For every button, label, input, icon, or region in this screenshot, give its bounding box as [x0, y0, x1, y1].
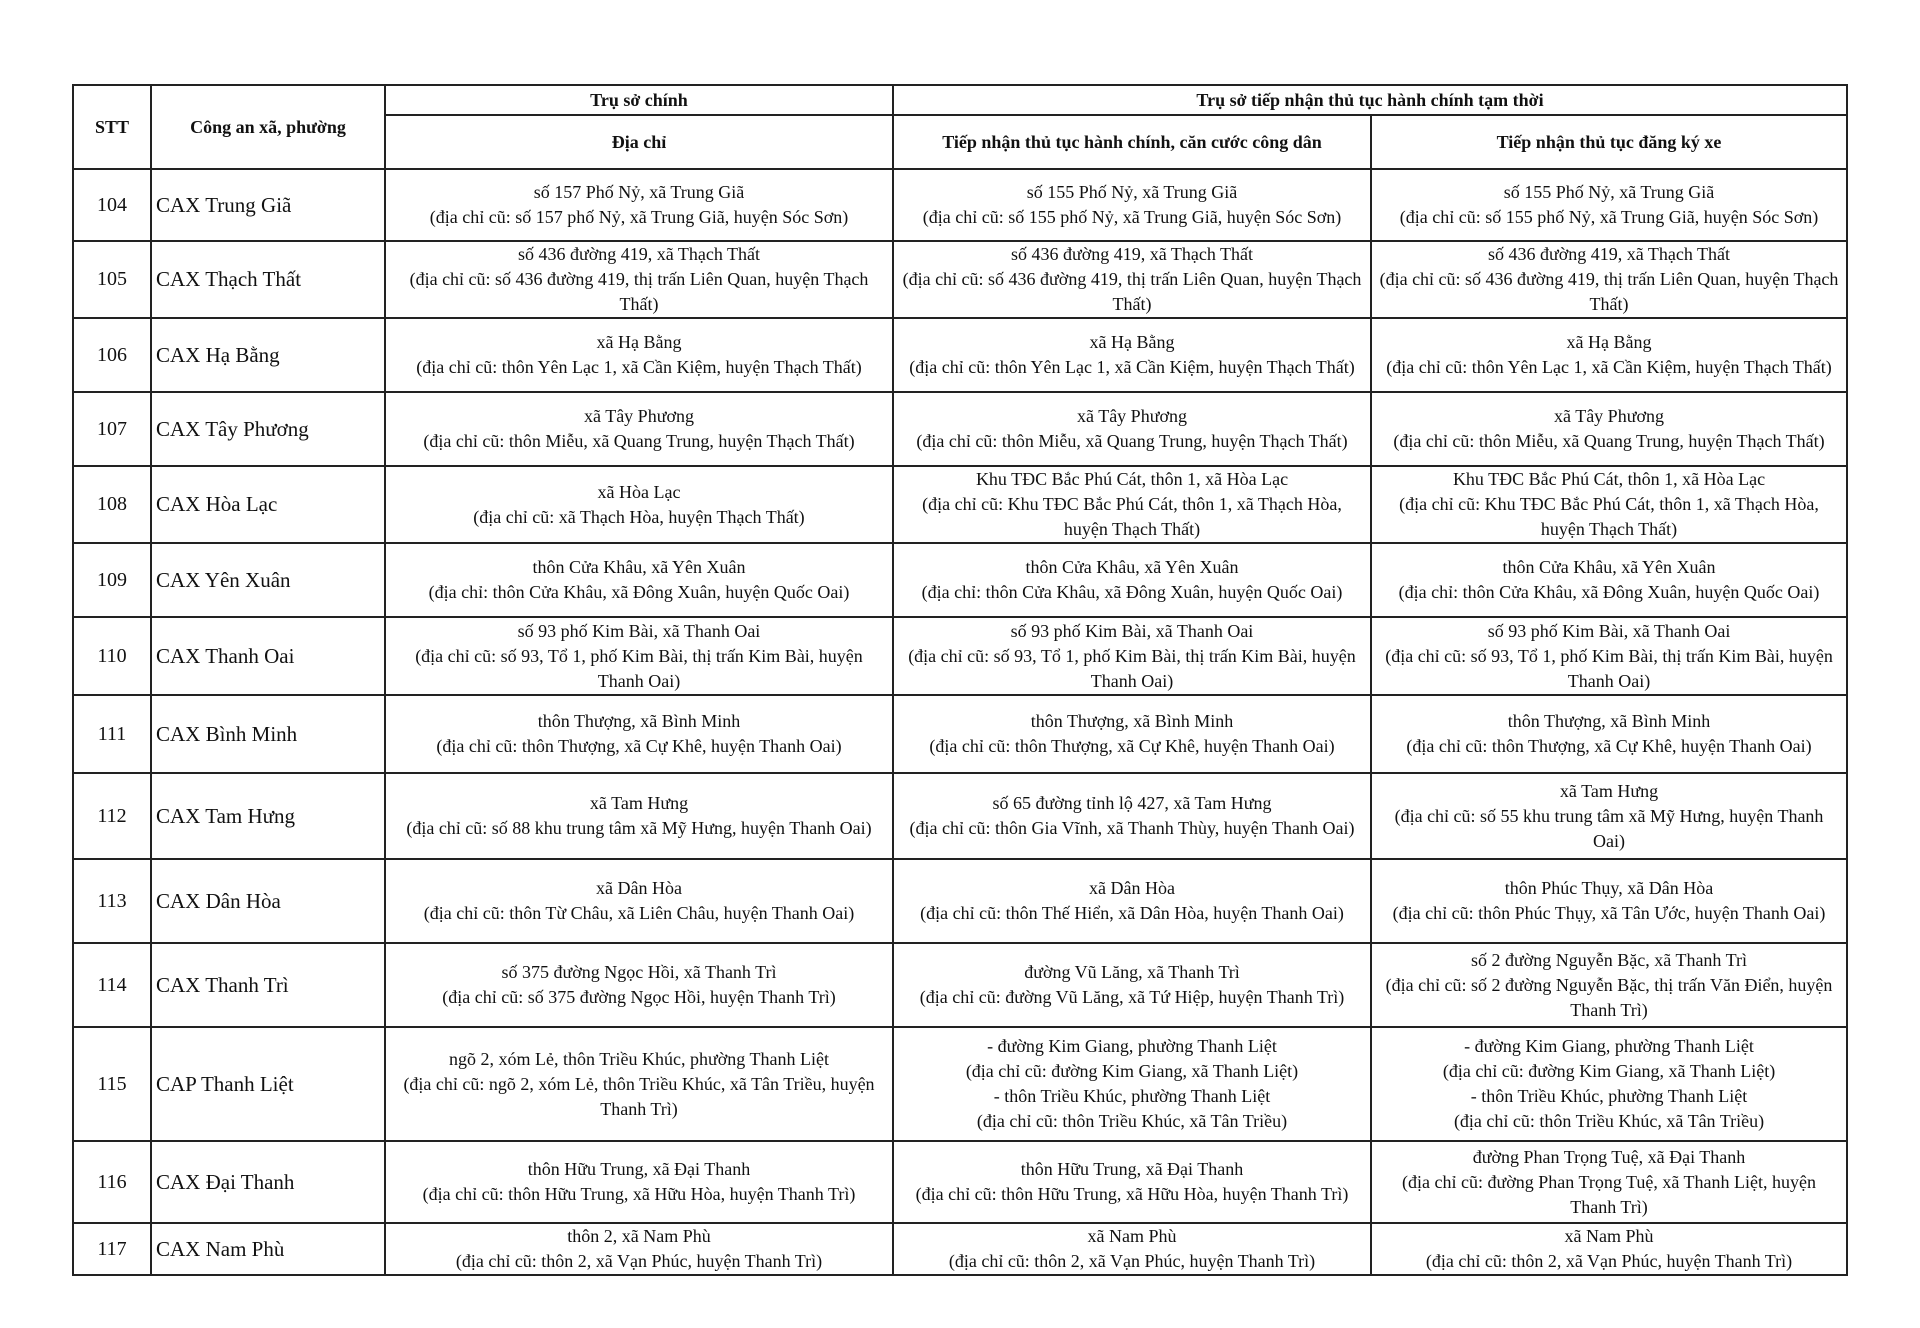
header-unit: Công an xã, phường [151, 85, 385, 169]
header-address: Địa chỉ [385, 115, 893, 169]
cell-vehicle-address [1371, 392, 1847, 466]
table-body [73, 169, 1847, 1275]
cell-stt: 106 [73, 318, 151, 392]
address-line: (địa chỉ cũ: thôn 2, xã Vạn Phúc, huyện Thanh Trì) [1425, 1251, 1793, 1271]
address-line: (địa chỉ cũ: thôn Hữu Trung, xã Hữu Hòa, huyện Thanh Trì) [422, 1184, 856, 1204]
address-line: (địa chỉ: thôn Cửa Khâu, xã Đông Xuân, huyện Quốc Oai) [921, 582, 1343, 602]
address-line: số 436 đường 419, xã Thạch Thất [1487, 244, 1731, 264]
cell-admin-id-address [893, 773, 1371, 859]
address-line: (địa chỉ cũ: đường Kim Giang, xã Thanh Liệt) [965, 1061, 1299, 1081]
address-line: - thôn Triều Khúc, phường Thanh Liệt [993, 1086, 1271, 1106]
table-row [73, 1141, 1847, 1223]
address-line: (địa chỉ cũ: thôn Thượng, xã Cự Khê, huyện Thanh Oai) [436, 736, 842, 756]
header-admin-id: Tiếp nhận thủ tục hành chính, căn cước công dân [893, 115, 1371, 169]
cell-unit-name: CAX Thanh Oai [151, 617, 385, 695]
address-line: số 2 đường Nguyễn Bặc, xã Thanh Trì [1471, 949, 1747, 970]
cell-admin-id-address [893, 169, 1371, 241]
address-line: (địa chỉ cũ: thôn Triều Khúc, xã Tân Triều) [976, 1111, 1288, 1131]
address-line: số 155 Phố Nỷ, xã Trung Giã [1026, 182, 1238, 202]
address-line: (địa chỉ cũ: thôn Miễu, xã Quang Trung, huyện Thạch Thất) [423, 431, 855, 451]
address-line: Khu TĐC Bắc Phú Cát, thôn 1, xã Hòa Lạc [1452, 469, 1766, 489]
cell-admin-id-address [893, 617, 1371, 695]
address-line: số 436 đường 419, xã Thạch Thất [517, 244, 761, 264]
cell-stt: 107 [73, 392, 151, 466]
cell-admin-id-address [893, 1141, 1371, 1223]
cell-unit-name: CAX Tam Hưng [151, 773, 385, 859]
cell-main-address [385, 695, 893, 773]
address-line: thôn Cửa Khâu, xã Yên Xuân [1502, 557, 1716, 577]
address-line: (địa chỉ cũ: Khu TĐC Bắc Phú Cát, thôn 1, xã Thạch Hòa, huyện Thạch Thất) [922, 494, 1342, 539]
address-line: xã Tam Hưng [1559, 780, 1659, 801]
address-line: (địa chỉ cũ: số 2 đường Nguyễn Bặc, thị trấn Văn Điển, huyện Thanh Trì) [1385, 974, 1833, 1020]
cell-stt: 112 [73, 773, 151, 859]
address-line: số 375 đường Ngọc Hồi, xã Thanh Trì [501, 962, 777, 982]
address-line: xã Hạ Bằng [1566, 332, 1652, 352]
header-vehicle: Tiếp nhận thủ tục đăng ký xe [1371, 115, 1847, 169]
address-line: xã Tam Hưng [589, 793, 689, 813]
cell-vehicle-address [1371, 859, 1847, 943]
address-line: (địa chỉ cũ: thôn Từ Châu, xã Liên Châu, huyện Thanh Oai) [423, 903, 855, 923]
address-line: (địa chỉ cũ: số 436 đường 419, thị trấn Liên Quan, huyện Thạch Thất) [1379, 269, 1839, 314]
address-line: thôn Hữu Trung, xã Đại Thanh [527, 1159, 751, 1179]
cell-stt: 110 [73, 617, 151, 695]
cell-main-address [385, 617, 893, 695]
address-line: số 93 phố Kim Bài, xã Thanh Oai [517, 620, 761, 641]
address-line: số 436 đường 419, xã Thạch Thất [1010, 244, 1254, 264]
address-line: xã Tây Phương [1554, 406, 1664, 426]
address-line: thôn Cửa Khâu, xã Yên Xuân [532, 557, 746, 577]
cell-unit-name: CAX Dân Hòa [151, 859, 385, 943]
table-row [73, 543, 1847, 617]
cell-main-address [385, 1141, 893, 1223]
address-line: (địa chỉ cũ: số 157 phố Nỷ, xã Trung Giã, huyện Sóc Sơn) [429, 207, 849, 227]
cell-main-address [385, 859, 893, 943]
address-line: (địa chỉ cũ: thôn 2, xã Vạn Phúc, huyện Thanh Trì) [455, 1251, 823, 1271]
cell-vehicle-address [1371, 241, 1847, 318]
address-line: (địa chỉ cũ: số 93, Tổ 1, phố Kim Bài, thị trấn Kim Bài, huyện Thanh Oai) [415, 645, 863, 691]
address-line: xã Tây Phương [584, 406, 694, 426]
table-row [73, 241, 1847, 318]
address-line: (địa chỉ cũ: thôn Yên Lạc 1, xã Cần Kiệm, huyện Thạch Thất) [1386, 357, 1832, 377]
address-line: đường Phan Trọng Tuệ, xã Đại Thanh [1472, 1146, 1746, 1167]
address-line: (địa chỉ cũ: số 436 đường 419, thị trấn Liên Quan, huyện Thạch Thất) [409, 269, 869, 314]
address-line: (địa chỉ: thôn Cửa Khâu, xã Đông Xuân, huyện Quốc Oai) [428, 582, 850, 602]
address-line: (địa chỉ cũ: số 55 khu trung tâm xã Mỹ Hưng, huyện Thanh Oai) [1394, 805, 1824, 851]
address-line: (địa chỉ cũ: số 93, Tổ 1, phố Kim Bài, thị trấn Kim Bài, huyện Thanh Oai) [1385, 645, 1833, 691]
address-line: (địa chỉ cũ: số 436 đường 419, thị trấn Liên Quan, huyện Thạch Thất) [902, 269, 1362, 314]
address-line: (địa chỉ cũ: số 155 phố Nỷ, xã Trung Giã, huyện Sóc Sơn) [922, 207, 1342, 227]
address-line: (địa chỉ cũ: xã Thạch Hòa, huyện Thạch Thất) [473, 506, 805, 527]
cell-unit-name: CAX Tây Phương [151, 392, 385, 466]
cell-vehicle-address [1371, 169, 1847, 241]
cell-unit-name: CAX Yên Xuân [151, 543, 385, 617]
address-line: ngõ 2, xóm Lẻ, thôn Triều Khúc, phường Thanh Liệt [449, 1048, 829, 1069]
cell-main-address [385, 1223, 893, 1275]
address-line: thôn Thượng, xã Bình Minh [1507, 711, 1711, 731]
cell-stt: 105 [73, 241, 151, 318]
cell-vehicle-address [1371, 1141, 1847, 1223]
address-line: số 155 Phố Nỷ, xã Trung Giã [1503, 182, 1715, 202]
table-row [73, 773, 1847, 859]
cell-vehicle-address [1371, 1223, 1847, 1275]
address-line: thôn Phúc Thụy, xã Dân Hòa [1504, 878, 1714, 898]
address-line: số 65 đường tỉnh lộ 427, xã Tam Hưng [992, 793, 1272, 813]
table-row [73, 943, 1847, 1027]
cell-unit-name: CAX Đại Thanh [151, 1141, 385, 1223]
cell-admin-id-address [893, 695, 1371, 773]
cell-main-address [385, 241, 893, 318]
address-line: xã Dân Hòa [596, 878, 682, 898]
table-row [73, 1027, 1847, 1141]
header-main-office: Trụ sở chính [385, 85, 893, 115]
cell-admin-id-address [893, 543, 1371, 617]
cell-unit-name: CAX Bình Minh [151, 695, 385, 773]
address-line: (địa chỉ cũ: đường Phan Trọng Tuệ, xã Thanh Liệt, huyện Thanh Trì) [1402, 1171, 1816, 1217]
address-line: - thôn Triều Khúc, phường Thanh Liệt [1470, 1086, 1748, 1106]
cell-vehicle-address [1371, 943, 1847, 1027]
cell-unit-name: CAX Hạ Bằng [151, 318, 385, 392]
cell-stt: 115 [73, 1027, 151, 1141]
address-line: - đường Kim Giang, phường Thanh Liệt [987, 1036, 1277, 1056]
address-line: thôn Cửa Khâu, xã Yên Xuân [1025, 557, 1239, 577]
police-office-table [72, 84, 1848, 1276]
cell-vehicle-address [1371, 543, 1847, 617]
address-line: (địa chỉ cũ: thôn Miễu, xã Quang Trung, huyện Thạch Thất) [1393, 431, 1825, 451]
cell-main-address [385, 1027, 893, 1141]
cell-vehicle-address [1371, 466, 1847, 543]
address-line: xã Hòa Lạc [597, 481, 681, 502]
address-line: thôn Hữu Trung, xã Đại Thanh [1020, 1159, 1244, 1179]
cell-admin-id-address [893, 392, 1371, 466]
table-row [73, 859, 1847, 943]
address-line: xã Nam Phù [1564, 1226, 1654, 1246]
table-row [73, 392, 1847, 466]
address-line: xã Dân Hòa [1089, 878, 1175, 898]
address-line: thôn Thượng, xã Bình Minh [1030, 711, 1234, 731]
address-line: (địa chỉ cũ: thôn Triều Khúc, xã Tân Triều) [1453, 1111, 1765, 1131]
address-line: (địa chỉ cũ: thôn Thượng, xã Cự Khê, huyện Thanh Oai) [1406, 736, 1812, 756]
cell-admin-id-address [893, 859, 1371, 943]
address-line: xã Tây Phương [1077, 406, 1187, 426]
table-row [73, 169, 1847, 241]
cell-stt: 117 [73, 1223, 151, 1275]
table-row [73, 318, 1847, 392]
address-line: (địa chỉ cũ: thôn Thượng, xã Cự Khê, huyện Thanh Oai) [929, 736, 1335, 756]
address-line: (địa chỉ cũ: thôn 2, xã Vạn Phúc, huyện Thanh Trì) [948, 1251, 1316, 1271]
table-row [73, 466, 1847, 543]
cell-admin-id-address [893, 241, 1371, 318]
address-line: Khu TĐC Bắc Phú Cát, thôn 1, xã Hòa Lạc [975, 469, 1289, 489]
address-line: (địa chỉ cũ: ngõ 2, xóm Lẻ, thôn Triều Khúc, xã Tân Triều, huyện Thanh Trì) [403, 1073, 875, 1119]
cell-admin-id-address [893, 1223, 1371, 1275]
cell-vehicle-address [1371, 617, 1847, 695]
cell-admin-id-address [893, 1027, 1371, 1141]
cell-admin-id-address [893, 943, 1371, 1027]
address-line: số 93 phố Kim Bài, xã Thanh Oai [1010, 620, 1254, 641]
header-stt: STT [73, 85, 151, 169]
cell-unit-name: CAX Nam Phù [151, 1223, 385, 1275]
cell-main-address [385, 318, 893, 392]
address-line: xã Hạ Bằng [1089, 332, 1175, 352]
address-line: (địa chỉ cũ: thôn Miễu, xã Quang Trung, huyện Thạch Thất) [916, 431, 1348, 451]
cell-vehicle-address [1371, 695, 1847, 773]
cell-unit-name: CAP Thanh Liệt [151, 1027, 385, 1141]
address-line: (địa chỉ cũ: số 93, Tổ 1, phố Kim Bài, thị trấn Kim Bài, huyện Thanh Oai) [908, 645, 1356, 691]
cell-stt: 111 [73, 695, 151, 773]
cell-main-address [385, 543, 893, 617]
document-sheet [72, 84, 1846, 1276]
address-line: (địa chỉ cũ: Khu TĐC Bắc Phú Cát, thôn 1, xã Thạch Hòa, huyện Thạch Thất) [1399, 494, 1819, 539]
cell-admin-id-address [893, 318, 1371, 392]
cell-vehicle-address [1371, 773, 1847, 859]
cell-stt: 108 [73, 466, 151, 543]
address-line: xã Nam Phù [1087, 1226, 1177, 1246]
address-line: (địa chỉ cũ: đường Kim Giang, xã Thanh Liệt) [1442, 1061, 1776, 1081]
cell-main-address [385, 773, 893, 859]
cell-stt: 109 [73, 543, 151, 617]
address-line: (địa chỉ cũ: số 155 phố Nỷ, xã Trung Giã, huyện Sóc Sơn) [1399, 207, 1819, 227]
address-line: xã Hạ Bằng [596, 332, 682, 352]
address-line: - đường Kim Giang, phường Thanh Liệt [1464, 1036, 1754, 1056]
address-line: (địa chỉ: thôn Cửa Khâu, xã Đông Xuân, huyện Quốc Oai) [1398, 582, 1820, 602]
cell-unit-name: CAX Hòa Lạc [151, 466, 385, 543]
cell-main-address [385, 943, 893, 1027]
cell-main-address [385, 392, 893, 466]
cell-unit-name: CAX Thanh Trì [151, 943, 385, 1027]
table-row [73, 617, 1847, 695]
address-line: thôn Thượng, xã Bình Minh [537, 711, 741, 731]
cell-unit-name: CAX Thạch Thất [151, 241, 385, 318]
table-row [73, 695, 1847, 773]
cell-stt: 116 [73, 1141, 151, 1223]
cell-main-address [385, 466, 893, 543]
header-temp-office: Trụ sở tiếp nhận thủ tục hành chính tạm thời [893, 85, 1847, 115]
cell-main-address [385, 169, 893, 241]
address-line: (địa chỉ cũ: thôn Thế Hiển, xã Dân Hòa, huyện Thanh Oai) [920, 903, 1344, 923]
address-line: (địa chỉ cũ: số 88 khu trung tâm xã Mỹ Hưng, huyện Thanh Oai) [406, 818, 872, 838]
address-line: thôn 2, xã Nam Phù [567, 1226, 711, 1246]
address-line: số 93 phố Kim Bài, xã Thanh Oai [1487, 620, 1731, 641]
cell-stt: 113 [73, 859, 151, 943]
address-line: đường Vũ Lăng, xã Thanh Trì [1024, 962, 1240, 982]
cell-vehicle-address [1371, 318, 1847, 392]
cell-stt: 114 [73, 943, 151, 1027]
table-row [73, 1223, 1847, 1275]
address-line: (địa chỉ cũ: thôn Yên Lạc 1, xã Cần Kiệm, huyện Thạch Thất) [909, 357, 1355, 377]
cell-stt: 104 [73, 169, 151, 241]
address-line: (địa chỉ cũ: thôn Phúc Thụy, xã Tân Ước, huyện Thanh Oai) [1392, 903, 1826, 923]
address-line: (địa chỉ cũ: đường Vũ Lăng, xã Tứ Hiệp, huyện Thanh Trì) [919, 987, 1345, 1007]
address-line: (địa chỉ cũ: thôn Hữu Trung, xã Hữu Hòa, huyện Thanh Trì) [915, 1184, 1349, 1204]
address-line: (địa chỉ cũ: số 375 đường Ngọc Hồi, huyện Thanh Trì) [442, 987, 836, 1007]
address-line: số 157 Phố Nỷ, xã Trung Giã [533, 182, 745, 202]
address-line: (địa chỉ cũ: thôn Yên Lạc 1, xã Cần Kiệm, huyện Thạch Thất) [416, 357, 862, 377]
address-line: (địa chỉ cũ: thôn Gia Vĩnh, xã Thanh Thùy, huyện Thanh Oai) [909, 818, 1355, 838]
cell-vehicle-address [1371, 1027, 1847, 1141]
cell-admin-id-address [893, 466, 1371, 543]
cell-unit-name: CAX Trung Giã [151, 169, 385, 241]
